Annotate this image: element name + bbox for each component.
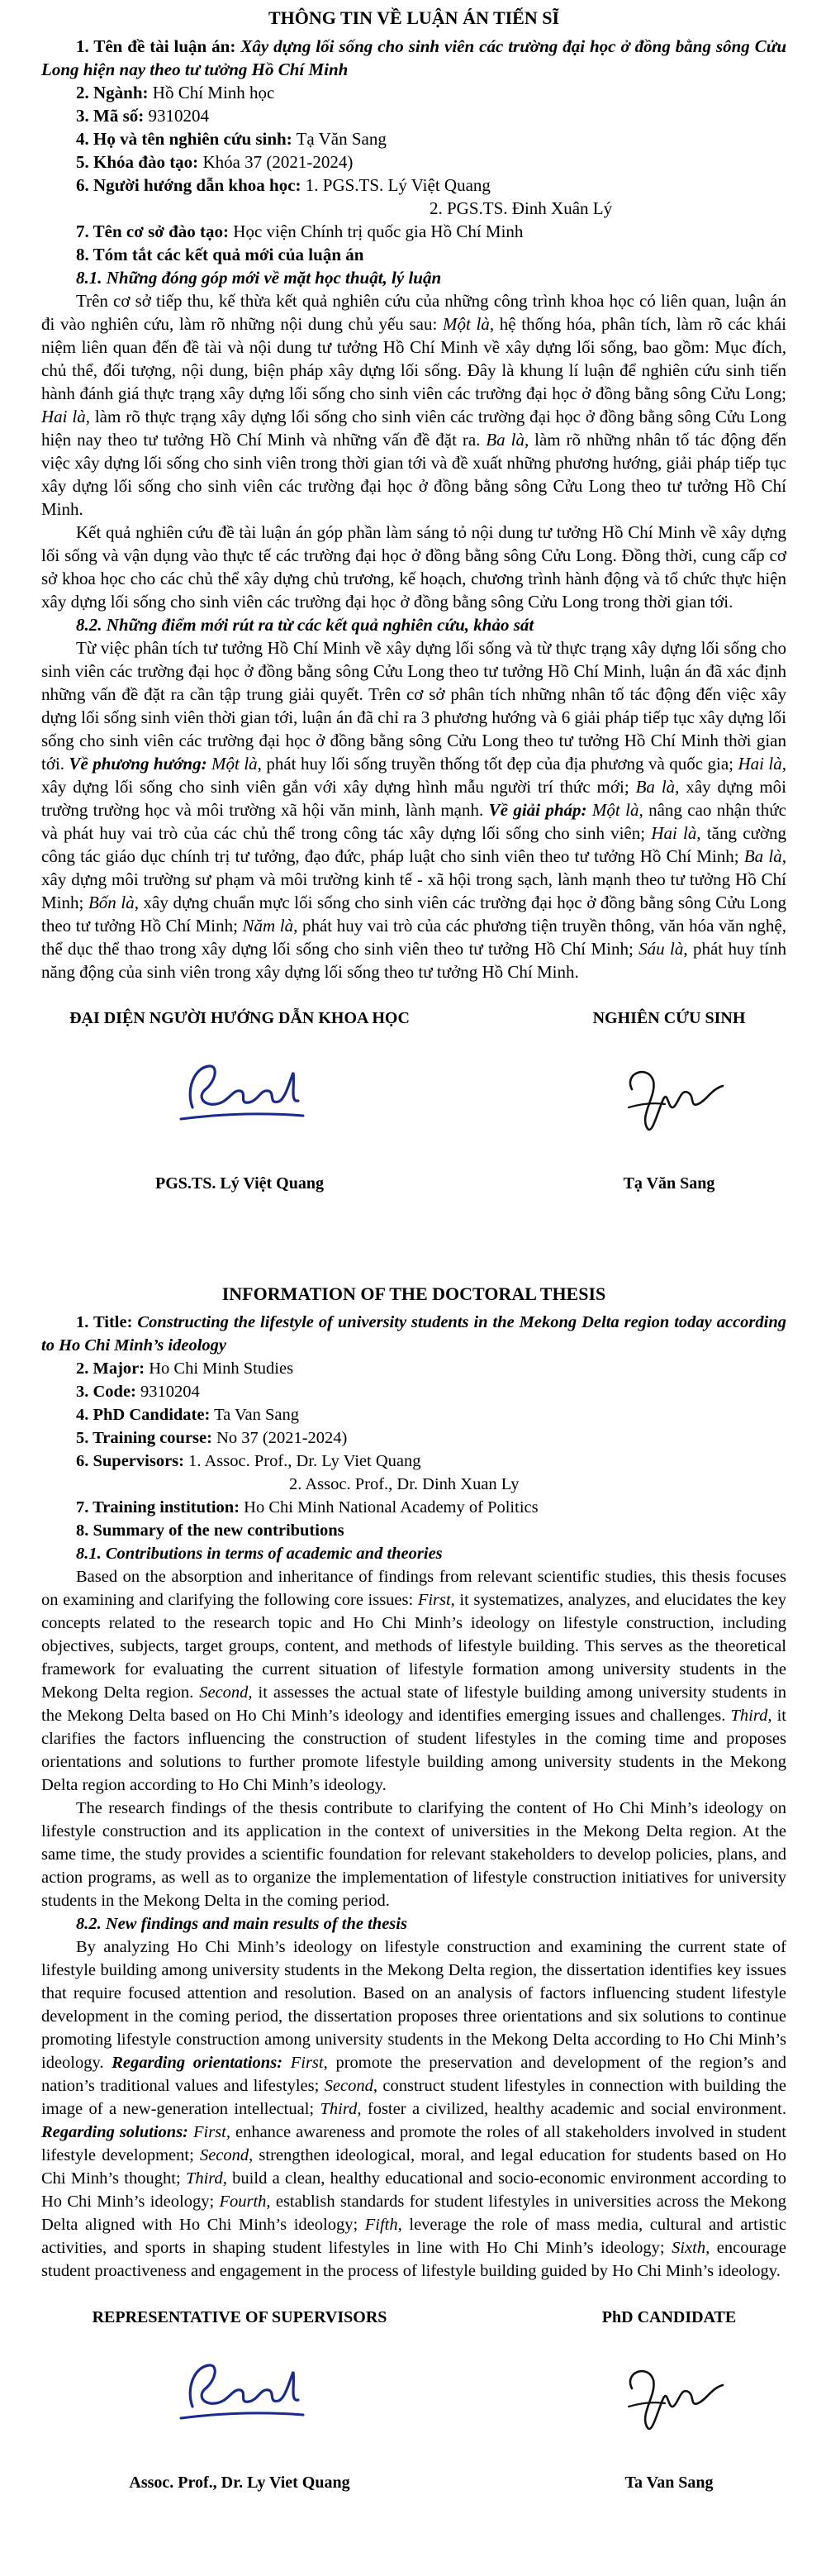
vn-supervisor-2: 2. PGS.TS. Đinh Xuân Lý <box>430 198 613 218</box>
en-supervisor-heading: REPRESENTATIVE OF SUPERVISORS <box>92 2308 387 2326</box>
supervisor-signature-image-en <box>169 2355 310 2430</box>
vn-heading-8-2: 8.2. Những điểm mới rút ra từ các kết quả nghiên cứu, khảo sát <box>76 615 534 635</box>
en-course: 5. Training course: No 37 (2021-2024) <box>76 1429 348 1447</box>
en-document-title: INFORMATION OF THE DOCTORAL THESIS <box>221 1283 606 1304</box>
en-code: 3. Code: 9310204 <box>76 1383 200 1401</box>
vn-paragraph-2: Kết quả nghiên cứu đề tài luận án góp phần làm sáng tỏ nội dung tư tưởng Hồ Chí Minh về xây dựng lối sống và vận dụng vào thực tế các trường đại học ở đồng bằng sông Cửu Long. Đồng thời, cung cấp cơ sở khoa học cho các chủ thể xây dựng chủ trương, kế hoạch, chương trình hành động và tổ chức thực hiện xây dựng lối sống cho sinh viên các trường đại học ở đồng bằng sông Cửu Long trong thời gian tới. <box>41 522 786 612</box>
en-summary-heading: 8. Summary of the new contributions <box>76 1521 344 1540</box>
vn-paragraph-1: Trên cơ sở tiếp thu, kế thừa kết quả nghiên cứu của những công trình khoa học có liên quan, luận án đi vào nghiên cứu, làm rõ những nội dung chủ yếu sau: Một là, hệ thống hóa, phân tích, làm rõ các khái niệm liên quan đến đề tài và nội dung tư tưởng Hồ Chí Minh về xây dựng lối sống, bao gồm: Mục đích, chủ thể, đối tượng, nội dung, biện pháp xây dựng lối sống. Đây là khung lí luận để nghiên cứu sinh tiến hành đánh giá thực trạng xây dựng lối sống cho sinh viên các trường đại học ở đồng bằng sông Cửu Long; Hai là, làm rõ thực trạng xây dựng lối sống cho sinh viên các trường đại học ở đồng bằng sông Cửu Long hiện nay theo tư tưởng Hồ Chí Minh và những vấn đề đặt ra. Ba là, làm rõ những nhân tố tác động đến việc xây dựng lối sống cho sinh viên trong thời gian tới và đề xuất những phương hướng, giải pháp tiếp tục xây dựng lối sống cho sinh viên các trường đại học ở đồng bằng sông Cửu Long theo tư tưởng Hồ Chí Minh. <box>41 291 787 519</box>
vn-code: 3. Mã số: 9310204 <box>76 106 209 126</box>
vn-supervisor-name: PGS.TS. Lý Việt Quang <box>155 1174 324 1193</box>
en-paragraph-2: The research findings of the thesis contribute to clarifying the content of Ho Chi Minh’s ideology on lifestyle construction and its application in the context of universities in the Mekong Delta region. At the same time, the study provides a scientific foundation for relevant stakeholders to develop policies, plans, and action programs, as well as to organize the implementation of lifestyle construction initiatives for university students in the Mekong Delta in the coming period. <box>41 1799 786 1910</box>
en-major: 2. Major: Ho Chi Minh Studies <box>76 1359 294 1378</box>
en-supervisor-2: 2. Assoc. Prof., Dr. Dinh Xuan Ly <box>289 1475 520 1493</box>
vn-course: 5. Khóa đào tạo: Khóa 37 (2021-2024) <box>76 152 354 172</box>
en-candidate: 4. PhD Candidate: Ta Van Sang <box>76 1406 300 1424</box>
candidate-signature-image-en <box>599 2355 739 2446</box>
en-heading-8-2: 8.2. New findings and main results of the thesis <box>76 1915 407 1933</box>
vn-topic: 1. Tên đề tài luận án: Xây dựng lối sống cho sinh viên các trường đại học ở đồng bằng sông Cửu Long hiện nay theo tư tưởng Hồ Chí Minh <box>41 36 787 79</box>
en-heading-8-1: 8.1. Contributions in terms of academic and theories <box>76 1545 443 1563</box>
en-paragraph-3: By analyzing Ho Chi Minh’s ideology on lifestyle construction and examining the current state of lifestyle building among university students in the Mekong Delta region, the dissertation identifies key issues that require focused attention and resolution. Based on an analysis of factors influencing student lifestyle development in the coming period, the dissertation proposes three orientations and six solutions to continue promoting lifestyle construction among university students in the Mekong Delta according to Ho Chi Minh’s ideology. Regarding orientations: First, promote the preservation and development of the region’s and nation’s traditional values and lifestyles; Second, construct student lifestyles in connection with building the image of a new-generation intellectual; Third, foster a civilized, healthy academic and social environment. Regarding solutions: First, enhance awareness and promote the roles of all stakeholders involved in student lifestyle development; Second, strengthen ideological, moral, and legal education for students based on Ho Chi Minh’s thought; Third, build a clean, healthy educational and socio-economic environment according to Ho Chi Minh’s ideology; Fourth, establish standards for student lifestyles in universities across the Mekong Delta aligned with Ho Chi Minh’s ideology; Fifth, leverage the role of mass media, cultural and artistic activities, and sports in shaping student lifestyles in line with Ho Chi Minh’s ideology; Sixth, encourage student proactiveness and engagement in the process of lifestyle building guided by Ho Chi Minh’s ideology. <box>41 1938 787 2280</box>
en-topic: 1. Title: Constructing the lifestyle of university students in the Mekong Delta region today according to Ho Chi Minh’s ideology <box>41 1313 787 1355</box>
vietnamese-section <box>41 0 786 1221</box>
en-institution: 7. Training institution: Ho Chi Minh National Academy of Politics <box>76 1498 539 1517</box>
en-signature-block <box>41 2306 786 2521</box>
vn-paragraph-3: Từ việc phân tích tư tưởng Hồ Chí Minh về xây dựng lối sống và từ thực trạng xây dựng lối sống cho sinh viên các trường đại học ở đồng bằng sông Cửu Long theo tư tưởng Hồ Chí Minh, luận án đã xác định những vấn đề đặt ra cần tập trung giải quyết. Trên cơ sở phân tích những nhân tố tác động đến việc xây dựng lối sống sinh viên thời gian tới, luận án đã chỉ ra 3 phương hướng và 6 giải pháp tiếp tục xây dựng lối sống cho sinh viên các trường đại học ở đồng bằng sông Cửu Long theo tư tưởng Hồ Chí Minh thời gian tới. Về phương hướng: Một là, phát huy lối sống truyền thống tốt đẹp của địa phương và quốc gia; Hai là, xây dựng lối sống cho sinh viên gắn với xây dựng hình mẫu người trí thức mới; Ba là, xây dựng môi trường trường học và môi trường xã hội văn minh, lành mạnh. Về giải pháp: Một là, nâng cao nhận thức và phát huy vai trò của các chủ thể trong công tác xây dựng lối sống cho sinh viên; Hai là, tăng cường công tác giáo dục chính trị tư tưởng, đạo đức, pháp luật cho sinh viên theo tư tưởng Hồ Chí Minh; Ba là, xây dựng môi trường sư phạm và môi trường kinh tế - xã hội trong sạch, lành mạnh theo tư tưởng Hồ Chí Minh; Bốn là, xây dựng chuẩn mực lối sống cho sinh viên các trường đại học ở đồng bằng sông Cửu Long theo tư tưởng Hồ Chí Minh; Năm là, phát huy vai trò của các phương tiện truyền thông, văn hóa văn nghệ, thể dục thể thao trong xây dựng lối sống cho sinh viên theo tư tưởng Hồ Chí Minh; Sáu là, phát huy tính năng động của sinh viên trong xây dựng lối sống theo tư tưởng Hồ Chí Minh. <box>41 638 787 982</box>
vn-supervisor-heading: ĐẠI DIỆN NGƯỜI HƯỚNG DẪN KHOA HỌC <box>69 1009 410 1027</box>
en-candidate-name: Ta Van Sang <box>624 2474 714 2492</box>
vn-document-title: THÔNG TIN VỀ LUẬN ÁN TIẾN SĨ <box>268 7 560 28</box>
en-candidate-signature <box>529 2306 809 2492</box>
supervisor-signature-image <box>169 1056 310 1131</box>
vn-candidate-heading: NGHIÊN CỨU SINH <box>592 1009 746 1027</box>
vn-heading-8-1: 8.1. Những đóng góp mới về mặt học thuật, lý luận <box>76 268 442 288</box>
en-paragraph-1: Based on the absorption and inheritance of findings from relevant scientific studies, this thesis focuses on examining and clarifying the following core issues: First, it systematizes, analyzes, and elucidates the key concepts related to the research topic and Ho Chi Minh’s ideology on lifestyle construction, including objectives, subjects, target groups, content, and methods of lifestyle building. This serves as the theoretical framework for evaluating the current situation of lifestyle formation among university students in the Mekong Delta region. Second, it assesses the actual state of lifestyle building among university students in the Mekong Delta based on Ho Chi Minh’s ideology and identifies emerging issues and challenges. Third, it clarifies the factors influencing the construction of student lifestyles in the coming time and proposes orientations and solutions to further promote lifestyle building among university students in the Mekong Delta region according to Ho Chi Minh’s ideology. <box>41 1568 787 1794</box>
vn-signature-block <box>41 1007 786 1221</box>
vn-major: 2. Ngành: Hồ Chí Minh học <box>76 83 275 102</box>
vn-summary-heading: 8. Tóm tắt các kết quả mới của luận án <box>76 245 364 264</box>
vn-candidate: 4. Họ và tên nghiên cứu sinh: Tạ Văn Sang <box>76 129 387 149</box>
vn-institution: 7. Tên cơ sở đào tạo: Học viện Chính trị quốc gia Hồ Chí Minh <box>76 221 524 241</box>
vn-supervisors: 6. Người hướng dẫn khoa học: 1. PGS.TS. Lý Việt Quang <box>76 175 491 195</box>
en-supervisor-signature <box>41 2306 438 2492</box>
vn-candidate-signature <box>529 1007 809 1193</box>
en-supervisor-name: Assoc. Prof., Dr. Ly Viet Quang <box>129 2474 350 2492</box>
en-supervisors: 6. Supervisors: 1. Assoc. Prof., Dr. Ly Viet Quang <box>76 1452 421 1470</box>
vn-supervisor-signature <box>41 1007 438 1193</box>
vn-candidate-name: Tạ Văn Sang <box>623 1174 715 1193</box>
en-candidate-heading: PhD CANDIDATE <box>601 2308 737 2326</box>
english-section <box>41 1283 786 2521</box>
candidate-signature-image <box>599 1056 739 1147</box>
